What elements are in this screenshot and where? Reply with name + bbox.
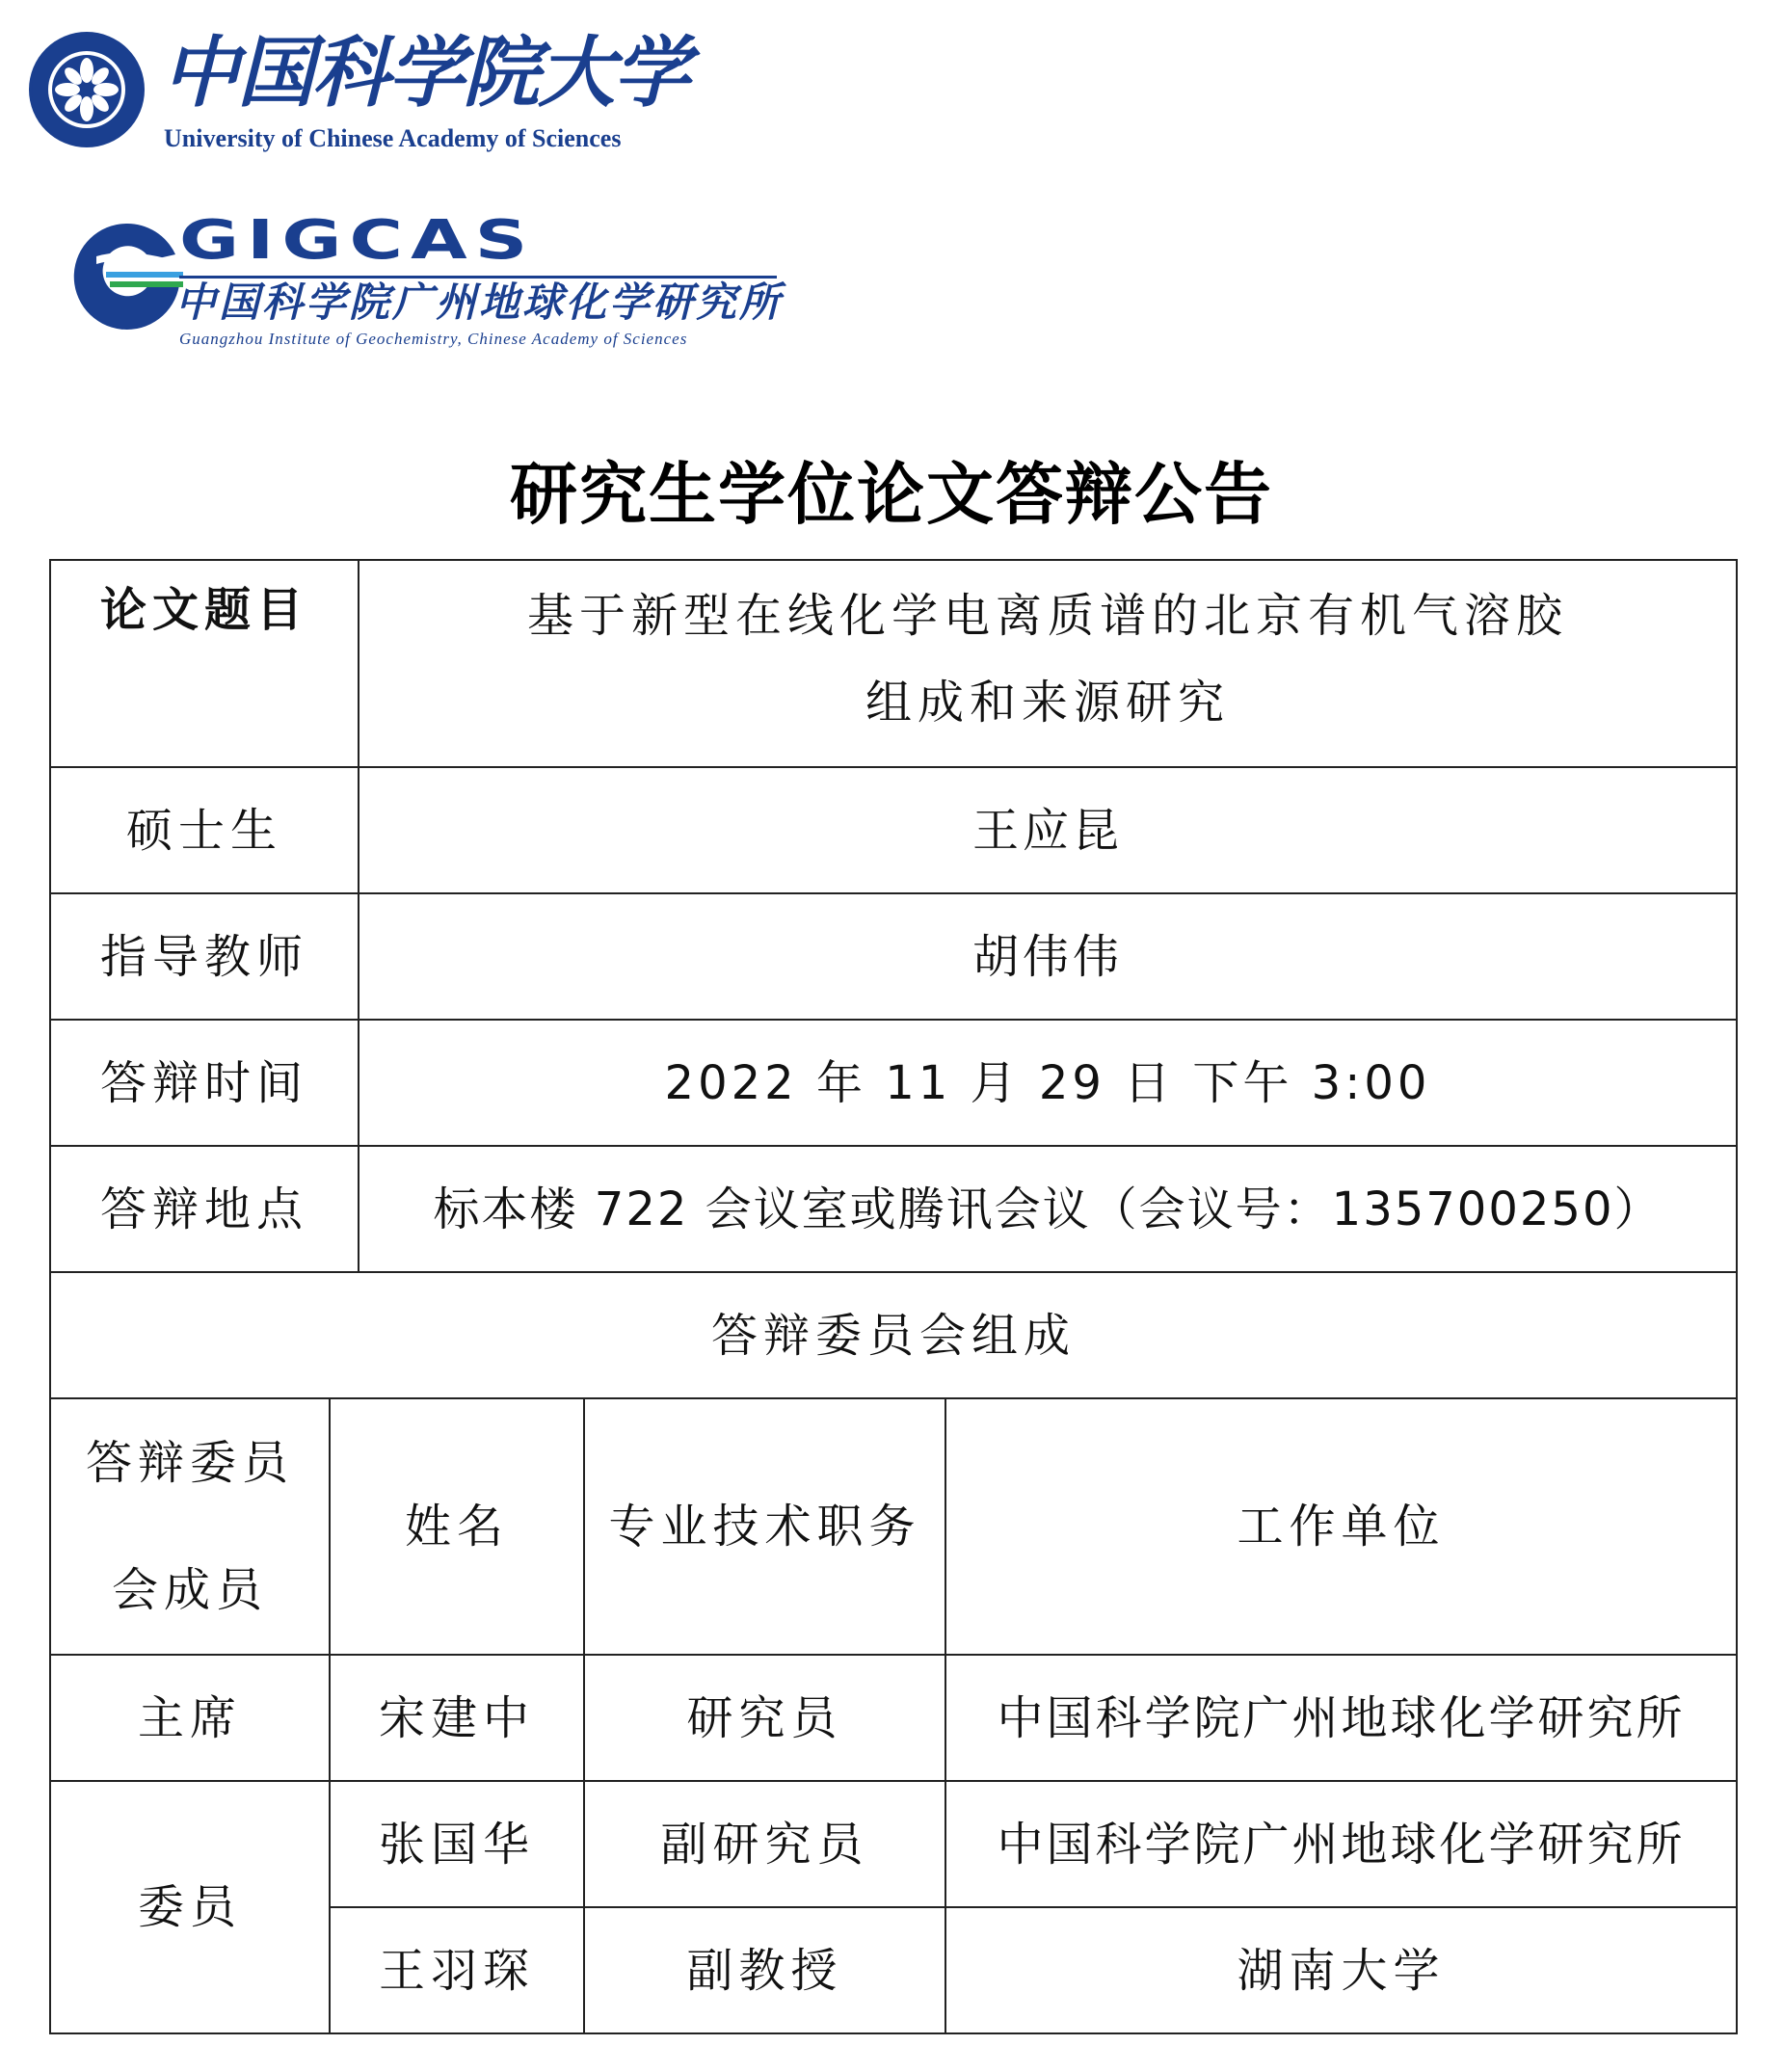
student-label: 硕士生 xyxy=(50,767,359,893)
row-place xyxy=(50,1146,1737,1272)
defense-table xyxy=(49,559,1738,2034)
advisor-label: 指导教师 xyxy=(50,893,359,1020)
gigcas-name-cn: 中国科学院广州地球化学研究所 xyxy=(175,279,784,326)
thesis-title-line1: 基于新型在线化学电离质谱的北京有机气溶胶 xyxy=(527,588,1569,643)
ucas-name-en: University of Chinese Academy of Sciences xyxy=(164,124,622,152)
header-role-line1: 答辩委员 xyxy=(85,1436,294,1490)
chair-name: 宋建中 xyxy=(330,1655,584,1781)
row-chair xyxy=(50,1655,1737,1781)
gigcas-abbr: GIGCAS xyxy=(179,209,536,272)
thesis-title-line2: 组成和来源研究 xyxy=(865,675,1231,730)
row-time xyxy=(50,1020,1737,1146)
row-advisor xyxy=(50,893,1737,1020)
member-role: 委员 xyxy=(50,1781,330,2033)
header-title: 专业技术职务 xyxy=(584,1398,945,1655)
thesis-title xyxy=(359,560,1737,767)
advisor-name: 胡伟伟 xyxy=(359,893,1737,1020)
member-name: 王羽琛 xyxy=(330,1907,584,2033)
student-name: 王应昆 xyxy=(359,767,1737,893)
member-affiliation: 中国科学院广州地球化学研究所 xyxy=(945,1781,1737,1907)
member-affiliation: 湖南大学 xyxy=(945,1907,1737,2033)
place-label: 答辩地点 xyxy=(50,1146,359,1272)
gigcas-logo xyxy=(67,209,800,348)
member-name: 张国华 xyxy=(330,1781,584,1907)
gigcas-emblem-icon xyxy=(67,218,185,335)
row-member xyxy=(50,1781,1737,1907)
ucas-logo xyxy=(29,24,688,159)
time-label: 答辩时间 xyxy=(50,1020,359,1146)
page-title: 研究生学位论文答辩公告 xyxy=(510,455,1273,534)
row-committee-title xyxy=(50,1272,1737,1398)
member-title: 副教授 xyxy=(584,1907,945,2033)
row-thesis xyxy=(50,560,1737,767)
gigcas-name-en: Guangzhou Institute of Geochemistry, Chinese Academy of Sciences xyxy=(179,330,688,348)
header-name: 姓名 xyxy=(330,1398,584,1655)
chair-role: 主席 xyxy=(50,1655,330,1781)
committee-section-title: 答辩委员会组成 xyxy=(50,1272,1737,1398)
chair-affiliation: 中国科学院广州地球化学研究所 xyxy=(945,1655,1737,1781)
row-student xyxy=(50,767,1737,893)
thesis-label-text: 论文题目 xyxy=(100,583,309,637)
time-value: 2022 年 11 月 29 日 下午 3:00 xyxy=(359,1020,1737,1146)
member-title: 副研究员 xyxy=(584,1781,945,1907)
header-role xyxy=(50,1398,330,1655)
thesis-label xyxy=(50,560,359,767)
ucas-name-cn: 中国科学院大学 xyxy=(162,27,688,118)
row-committee-header xyxy=(50,1398,1737,1655)
header-affiliation: 工作单位 xyxy=(945,1398,1737,1655)
ucas-seal-icon xyxy=(29,32,145,147)
header-role-line2: 会成员 xyxy=(111,1563,268,1617)
place-value: 标本楼 722 会议室或腾讯会议（会议号：135700250） xyxy=(359,1146,1737,1272)
chair-title: 研究员 xyxy=(584,1655,945,1781)
